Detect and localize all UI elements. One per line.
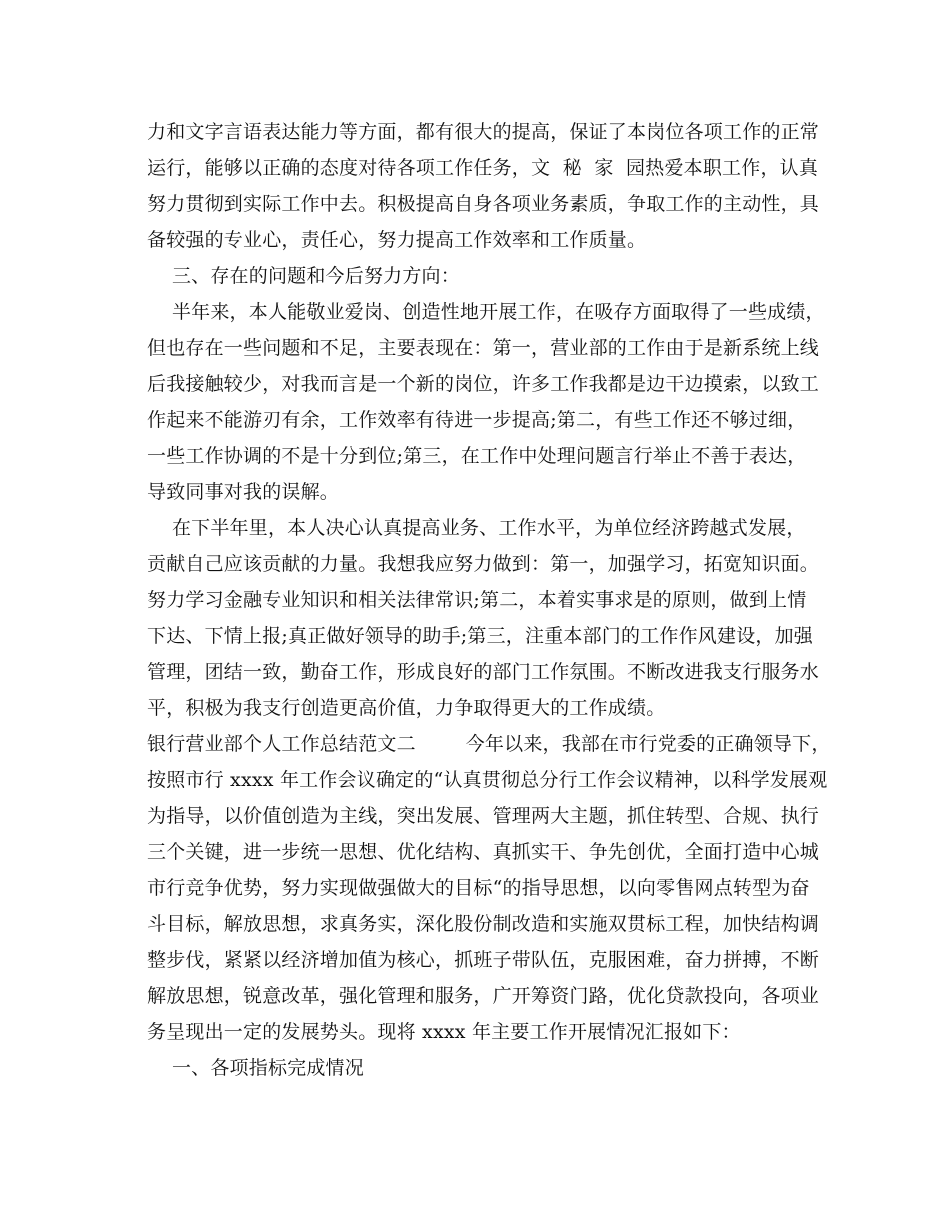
text-line: 市行竞争优势，努力实现做强做大的目标“的指导思想，以向零售网点转型为奋 bbox=[147, 877, 810, 899]
text-line: 整步伐，紧紧以经济增加值为核心，抓班子带队伍，克服困难，奋力拼搏，不断 bbox=[147, 949, 820, 971]
document-title-line: 银行营业部个人工作总结范文二 今年以来，我部在市行党委的正确领导下， bbox=[147, 733, 831, 755]
section-heading: 三、存在的问题和今后努力方向： bbox=[147, 265, 460, 287]
text-line: 三个关键，进一步统一思想、优化结构、真抓实干、争先创优，全面打造中心城 bbox=[147, 841, 820, 863]
text-line: 力和文字言语表达能力等方面，都有很大的提高，保证了本岗位各项工作的正常 bbox=[147, 121, 820, 143]
section-heading: 一、各项指标完成情况 bbox=[147, 1057, 364, 1079]
text-line: 为指导，以价值创造为主线，突出发展、管理两大主题，抓住转型、合规、执行 bbox=[147, 805, 820, 827]
text-line: 后我接触较少，对我而言是一个新的岗位，许多工作我都是边干边摸索，以致工 bbox=[147, 373, 820, 395]
text-line: 一些工作协调的不是十分到位;第三，在工作中处理问题言行举止不善于表达， bbox=[147, 445, 807, 467]
text-line: 导致同事对我的误解。 bbox=[147, 481, 340, 503]
text-line: 努力贯彻到实际工作中去。积极提高自身各项业务素质，争取工作的主动性，具 bbox=[147, 193, 820, 215]
text-line: 按照市行 xxxx 年工作会议确定的“认真贯彻总分行工作会议精神，以科学发展观 bbox=[147, 769, 828, 791]
text-line: 下达、下情上报;真正做好领导的助手;第三，注重本部门的工作作风建设，加强 bbox=[147, 625, 814, 647]
text-line: 作起来不能游刃有余，工作效率有待进一步提高;第二，有些工作还不够过细， bbox=[147, 409, 807, 431]
text-line: 平，积极为我支行创造更高价值，力争取得更大的工作成绩。 bbox=[147, 697, 666, 719]
text-line: 半年来，本人能敬业爱岗、创造性地开展工作，在吸存方面取得了一些成绩， bbox=[147, 301, 825, 323]
text-line: 贡献自己应该贡献的力量。我想我应努力做到：第一，加强学习，拓宽知识面。 bbox=[147, 553, 820, 575]
text-line: 解放思想，锐意改革，强化管理和服务，广开筹资门路，优化贷款投向，各项业 bbox=[147, 985, 820, 1007]
text-line: 但也存在一些问题和不足，主要表现在：第一，营业部的工作由于是新系统上线 bbox=[147, 337, 820, 359]
text-line: 在下半年里，本人决心认真提高业务、工作水平，为单位经济跨越式发展， bbox=[147, 517, 806, 539]
text-line: 努力学习金融专业知识和相关法律常识;第二，本着实事求是的原则，做到上情 bbox=[147, 589, 807, 611]
text-line: 务呈现出一定的发展势头。现将 xxxx 年主要工作开展情况汇报如下： bbox=[147, 1021, 741, 1043]
text-line: 备较强的专业心，责任心，努力提高工作效率和工作质量。 bbox=[147, 229, 647, 251]
text-line: 斗目标，解放思想，求真务实，深化股份制改造和实施双贯标工程，加快结构调 bbox=[147, 913, 820, 935]
text-line: 运行，能够以正确的态度对待各项工作任务，文 秘 家 园热爱本职工作，认真 bbox=[147, 157, 819, 179]
text-line: 管理，团结一致，勤奋工作，形成良好的部门工作氛围。不断改进我支行服务水 bbox=[147, 661, 820, 683]
